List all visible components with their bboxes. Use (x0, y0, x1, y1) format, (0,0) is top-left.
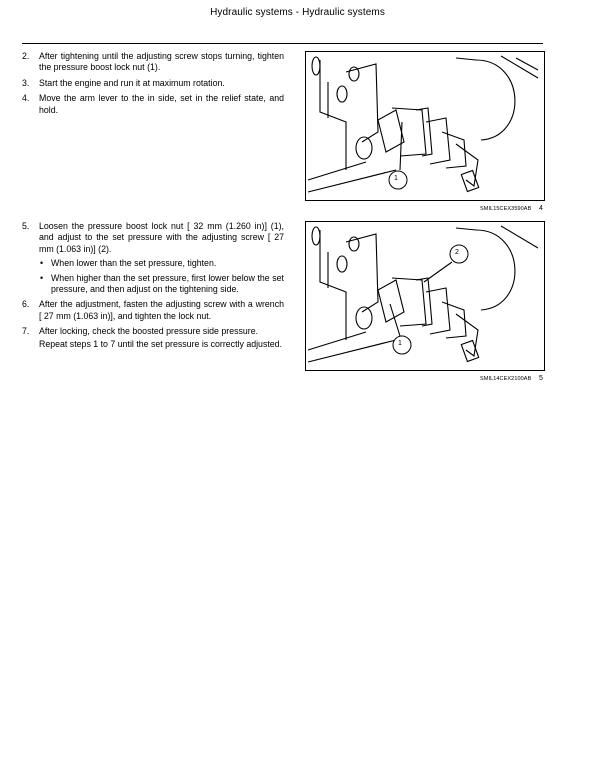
step-6 (22, 299, 284, 322)
valve-illustration (306, 222, 544, 370)
callout-label: 1 (394, 175, 398, 182)
figure-code: SMIL15CEX3590AB (480, 206, 532, 212)
step-5-bullets (39, 258, 284, 295)
step-4 (22, 93, 284, 116)
callout-label: 2 (455, 249, 459, 256)
step-text: Move the arm lever to the in side, set in the relief state, and hold. (39, 93, 284, 115)
callout-circle (450, 245, 468, 263)
step-2 (22, 51, 284, 74)
figure-number: 5 (539, 375, 543, 382)
step-text: After locking, check the boosted pressure side pressure. (39, 326, 259, 337)
callout-circle (393, 336, 411, 354)
figure-number: 4 (539, 205, 543, 212)
callout-circle (389, 171, 407, 189)
step-3 (22, 78, 284, 89)
step-text: After tightening until the adjusting screw stops turning, tighten the pressure boost lock nut (1). (39, 51, 284, 73)
bullet-icon: • (40, 272, 44, 283)
step-number: 6. (22, 299, 30, 310)
bullet-text: When higher than the set pressure, first lower below the set pressure, and then adjust on the tightening side. (51, 272, 284, 295)
repeat-note: Repeat steps 1 to 7 until the set pressure is correctly adjusted. (39, 338, 283, 349)
steps-group-bottom (22, 221, 284, 350)
step-number: 3. (22, 77, 30, 88)
bullet-icon: • (40, 258, 44, 269)
bullet-text: When lower than the set pressure, tighten. (51, 258, 217, 269)
step-7 (22, 326, 284, 337)
page-header: Hydraulic systems - Hydraulic systems (210, 7, 385, 18)
step-text: After the adjustment, fasten the adjusting screw with a wrench [ 27 mm (1.063 in)], and tighten the lock nut. (39, 299, 284, 321)
step-text: Loosen the pressure boost lock nut [ 32 mm (1.260 in)] (1), and adjust to the set pressure with the adjusting screw [ 27 mm (1.063 in)] (2). (39, 221, 284, 254)
valve-illustration (306, 52, 544, 200)
step-number: 5. (22, 221, 30, 231)
step-number: 2. (22, 51, 30, 61)
callout-label: 1 (398, 340, 402, 347)
step-number: 4. (22, 93, 30, 104)
figure-code: SMIL14CEX2100AB (480, 376, 532, 382)
step-5 (22, 221, 284, 295)
step-text: Start the engine and run it at maximum rotation. (39, 77, 225, 88)
steps-group-top (22, 51, 284, 120)
step-number: 7. (22, 326, 30, 337)
header-rule (22, 43, 543, 44)
figure-5-illustration (305, 221, 545, 371)
bullet-item (39, 258, 284, 269)
figure-4-illustration (305, 51, 545, 201)
bullet-item (39, 273, 284, 296)
